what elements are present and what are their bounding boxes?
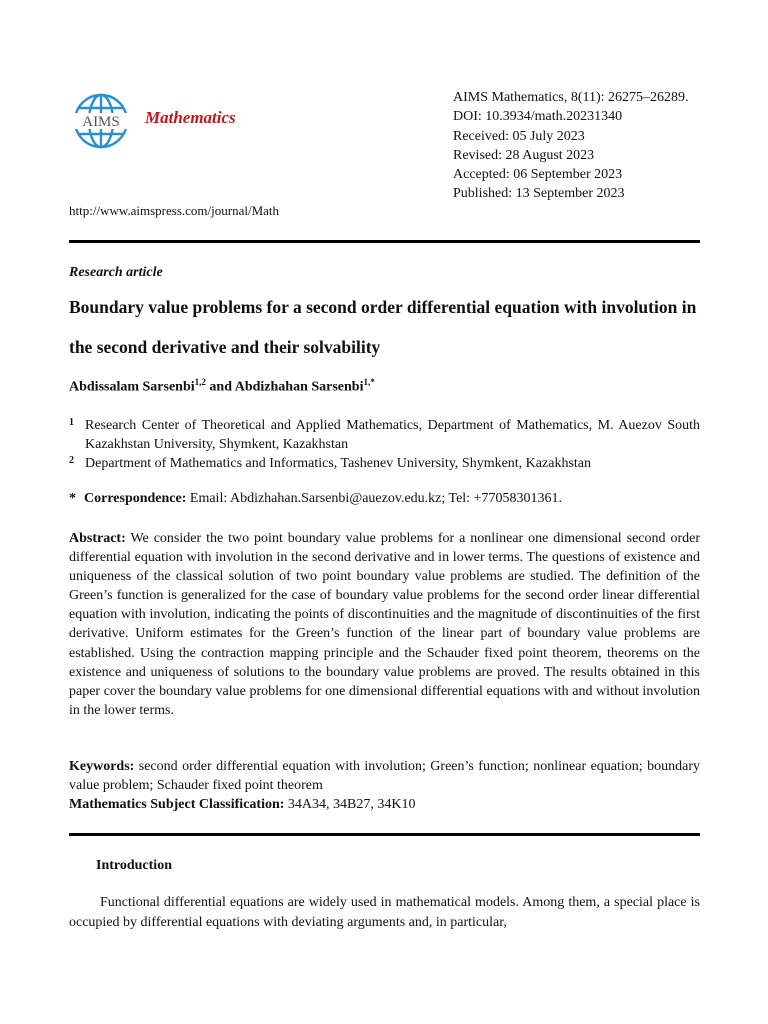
abstract (69, 529, 700, 720)
msc-label: Mathematics Subject Classification: (69, 797, 285, 812)
revised-date: Revised: 28 August 2023 (453, 147, 595, 163)
keywords-text: second order differential equation with involution; Green’s function; nonlinear equation; boundary value problem; Schauder fixed point theorem (69, 759, 700, 794)
subject-classification (69, 795, 700, 814)
accepted-date: Accepted: 06 September 2023 (453, 167, 623, 183)
correspondence (69, 491, 562, 507)
journal-name: Mathematics (145, 108, 236, 127)
journal-url-link[interactable]: http://www.aimspress.com/journal/Math (69, 203, 280, 218)
correspondence-contact[interactable]: Email: Abdizhahan.Sarsenbi@auezov.edu.kz; Tel: +77058301361. (186, 491, 562, 506)
abstract-divider (69, 833, 700, 836)
received-date: Received: 05 July 2023 (453, 128, 585, 144)
affiliation (69, 454, 700, 473)
logo-text: AIMS (82, 114, 120, 130)
author-connector: and (205, 379, 235, 395)
published-date: Published: 13 September 2023 (453, 186, 625, 202)
publication-meta (453, 88, 689, 204)
section-heading-introduction: Introduction (96, 858, 172, 873)
header-divider (69, 240, 700, 243)
correspondence-star: * (69, 491, 76, 506)
affiliation-number: 1 (69, 417, 74, 428)
abstract-text: We consider the two point boundary value problems for a nonlinear one dimensional second order differential equation with involution in the second derivative and in lower terms. The questions of existence and uniqueness of the classical solution of two point boundary value problems are studied. The definition of the Green’s function is generalized for the case of boundary value problems for the second order linear differential equation with involution, indicating the points of discontinuities and the magnitude of discontinuities of the first derivative. Uniform estimates for the Green’s function of the linear part of boundary value problems are established. Using the contraction mapping principle and the Schauder fixed point theorem, theorems on the existence and uniqueness of solutions to the boundary value problems are proved. The results obtained in this paper cover the boundary value problems for one dimensional differential equations with and without involution in the lower terms. (69, 531, 700, 718)
affiliation-text: Department of Mathematics and Informatics, Tashenev University, Shymkent, Kazakhstan (85, 456, 591, 471)
author-affiliation-marker: 1,* (363, 377, 375, 387)
article-type: Research article (69, 265, 163, 280)
article-title: Boundary value problems for a second order differential equation with involution in the second derivative and their solvability (69, 297, 697, 357)
author-list (69, 377, 375, 396)
keywords-label: Keywords: (69, 759, 135, 774)
author-affiliation-marker: 1,2 (194, 377, 206, 387)
aims-logo-globe-icon (70, 92, 132, 150)
author-name[interactable]: Abdissalam Sarsenbi (69, 379, 195, 395)
correspondence-label: Correspondence: (84, 491, 187, 506)
introduction-text: Functional differential equations are widely used in mathematical models. Among them, a special place is occupied by differential equations with deviating arguments and, in particular, (69, 895, 700, 930)
author-name[interactable]: Abdizhahan Sarsenbi (234, 379, 364, 395)
keywords (69, 757, 700, 795)
msc-text: 34A34, 34B27, 34K10 (284, 797, 416, 812)
affiliation-number: 2 (69, 455, 74, 466)
citation: AIMS Mathematics, 8(11): 26275–26289. (453, 90, 689, 105)
affiliation-text: Research Center of Theoretical and Applied Mathematics, Department of Mathematics, M. Auezov South Kazakhstan University, Shymkent, Kazakhstan (85, 418, 700, 452)
abstract-label: Abstract: (69, 531, 126, 546)
doi: DOI: 10.3934/math.20231340 (453, 109, 623, 125)
affiliation (69, 416, 700, 454)
